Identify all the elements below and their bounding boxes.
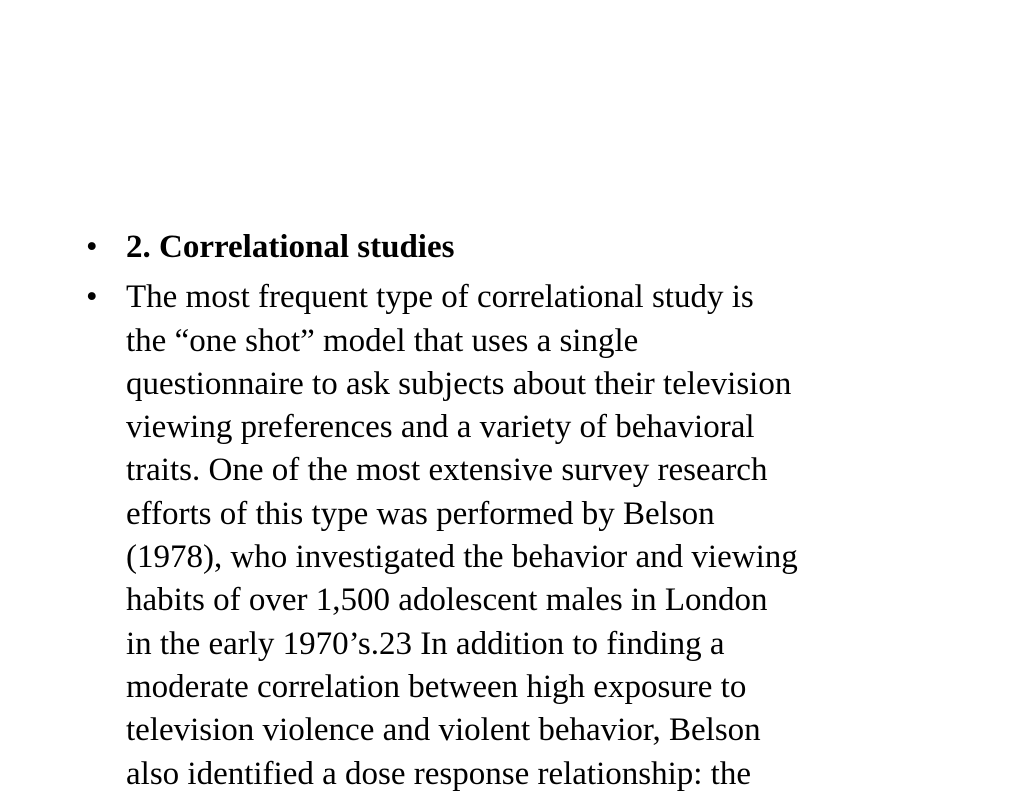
body-text-line: moderate correlation between high exposure to [126, 668, 747, 705]
body-text-line: also identified a dose response relationship: the [126, 755, 752, 792]
body-text-line: television violence and violent behavior, Belson [126, 712, 761, 749]
body-text-line: the “one shot” model that uses a single [126, 322, 639, 359]
body-text-line: traits. One of the most extensive survey research [126, 452, 768, 489]
body-text-line: questionnaire to ask subjects about their television [126, 365, 792, 402]
bullet-list [86, 226, 946, 803]
bullet-icon: • [86, 279, 98, 316]
body-text-line: efforts of this type was performed by Belson [126, 495, 715, 532]
bullet-item-heading [86, 226, 946, 269]
body-text-line: habits of over 1,500 adolescent males in London [126, 582, 768, 619]
body-text-line: in the early 1970’s.23 In addition to finding a [126, 625, 725, 662]
bullet-item-body [86, 276, 946, 796]
body-text-line: (1978), who investigated the behavior and viewing [126, 539, 798, 576]
body-text-line: The most frequent type of correlational study is [126, 279, 754, 316]
bullet-icon: • [86, 229, 98, 265]
body-text-line: viewing preferences and a variety of behavioral [126, 409, 755, 446]
section-heading: 2. Correlational studies [126, 229, 455, 265]
